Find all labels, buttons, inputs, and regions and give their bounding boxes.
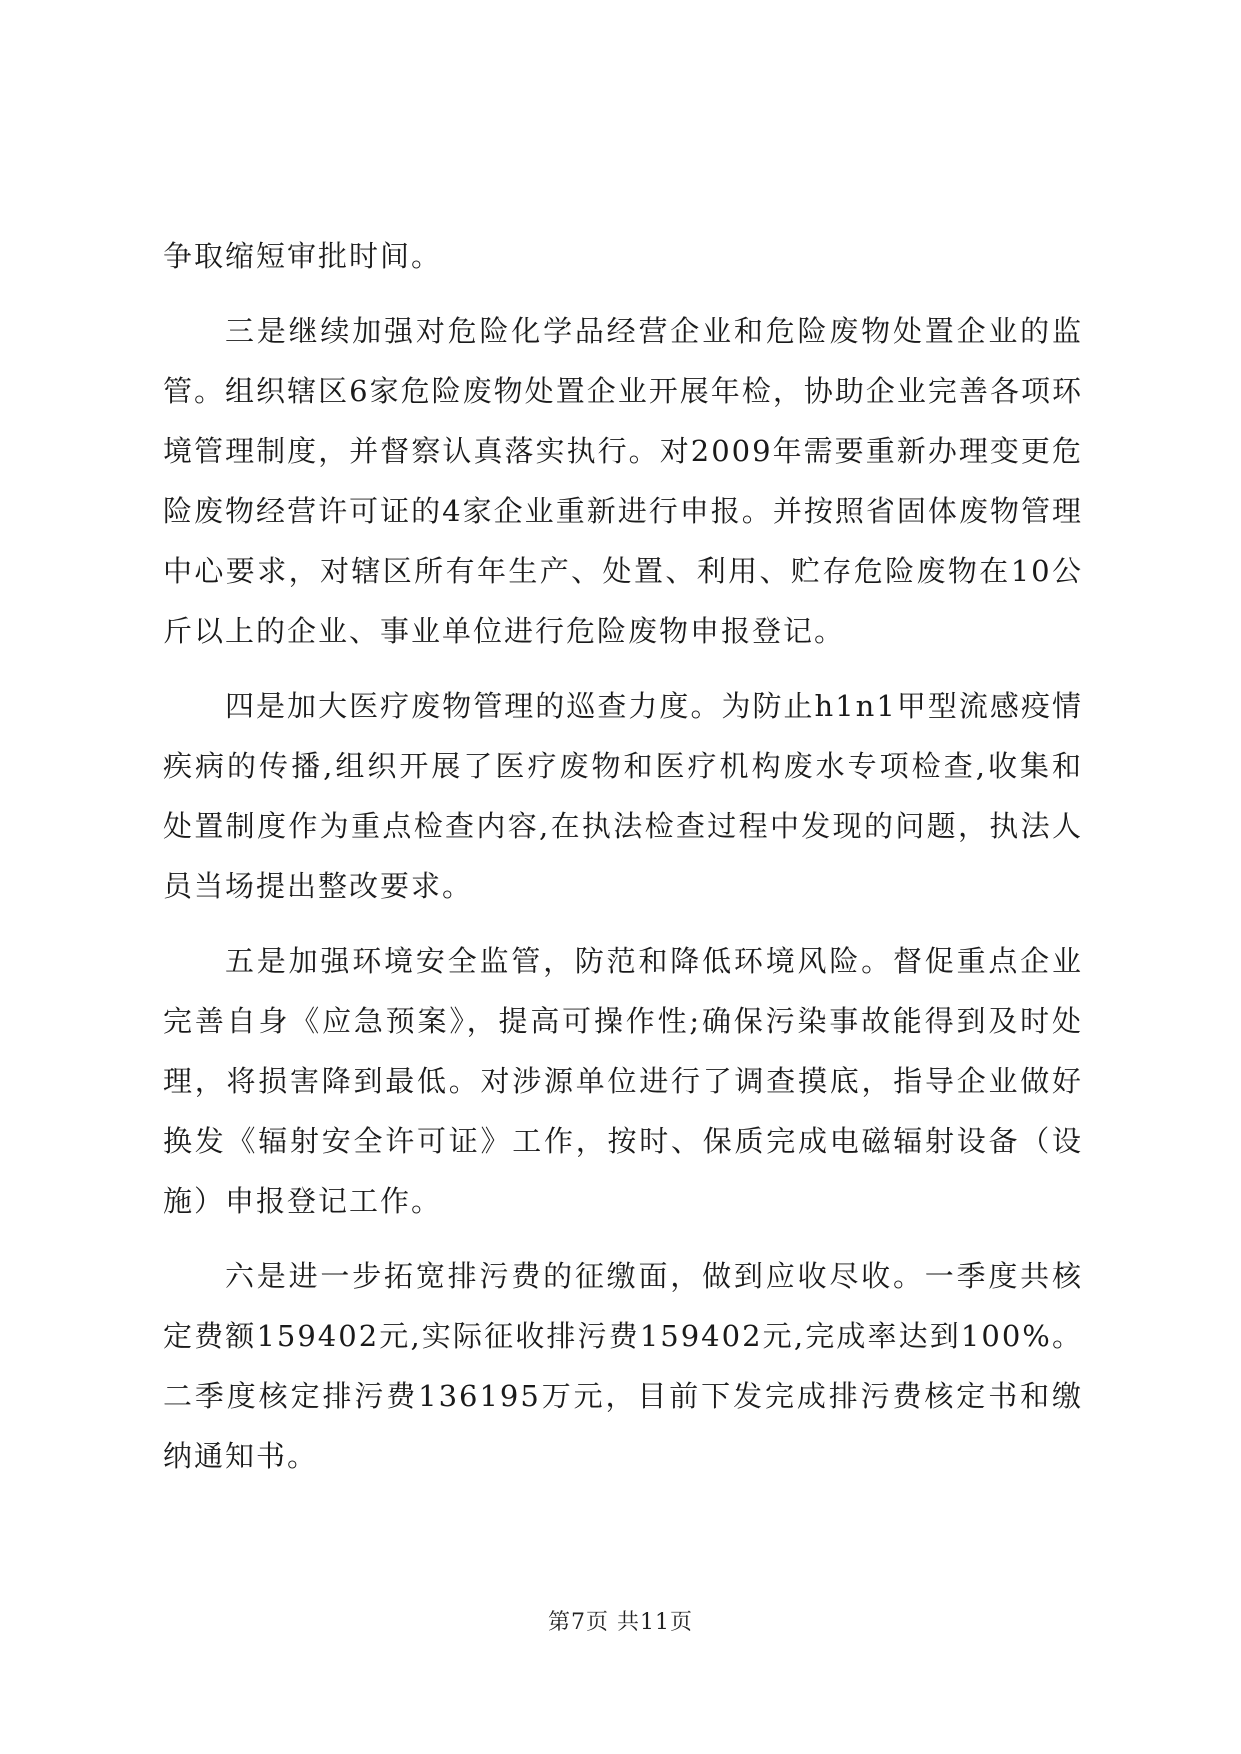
paragraph-pollution-fees: 六是进一步拓宽排污费的征缴面，做到应收尽收。一季度共核定费额159402元,实际征收排污费159402元,完成率达到100%。二季度核定排污费136195万元，目前下发完成排污费核定书和缴纳通知书。 (163, 1259, 1083, 1473)
paragraph-environmental-safety: 五是加强环境安全监管，防范和降低环境风险。督促重点企业完善自身《应急预案》，提高可操作性;确保污染事故能得到及时处理，将损害降到最低。对涉源单位进行了调查摸底，指导企业做好换发《辐射安全许可证》工作，按时、保质完成电磁辐射设备（设施）申报登记工作。 (163, 944, 1083, 1218)
paragraph-continuation: 争取缩短审批时间。 (163, 239, 443, 273)
paragraph-medical-waste: 四是加大医疗废物管理的巡查力度。为防止h1n1甲型流感疫情疾病的传播,组织开展了医疗废物和医疗机构废水专项检查,收集和处置制度作为重点检查内容,在执法检查过程中发现的问题，执法人员当场提出整改要求。 (163, 689, 1083, 903)
document-body (163, 226, 1083, 1501)
page-number-footer: 第7页 共11页 (548, 1610, 693, 1635)
paragraph-hazardous-chemicals: 三是继续加强对危险化学品经营企业和危险废物处置企业的监管。组织辖区6家危险废物处置企业开展年检，协助企业完善各项环境管理制度，并督察认真落实执行。对2009年需要重新办理变更危险废物经营许可证的4家企业重新进行申报。并按照省固体废物管理中心要求，对辖区所有年生产、处置、利用、贮存危险废物在10公斤以上的企业、事业单位进行危险废物申报登记。 (163, 314, 1083, 648)
